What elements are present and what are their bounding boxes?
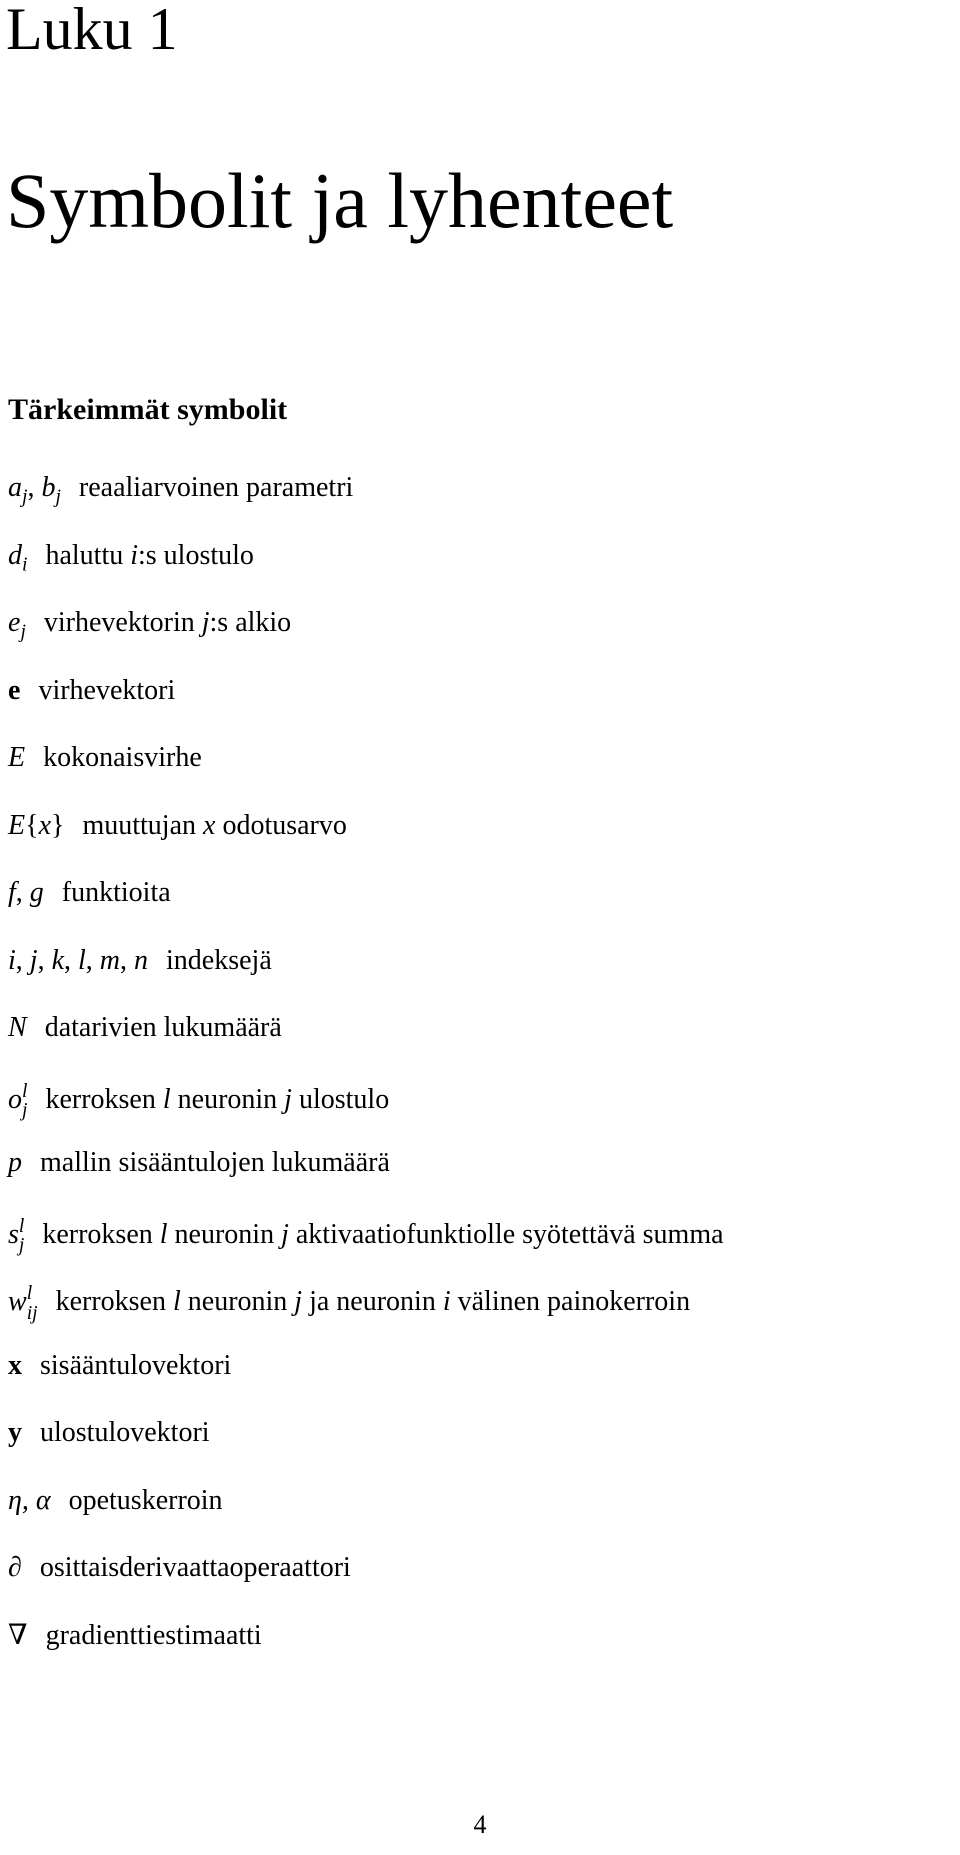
- symbol-row: [8, 1149, 958, 1217]
- symbol-description: funktioita: [61, 877, 171, 908]
- symbol: E: [8, 742, 26, 773]
- symbol: E{x}: [8, 809, 65, 841]
- symbol-description: kerroksen l neuronin j ja neuronin i välinen painokerroin: [55, 1286, 691, 1318]
- symbol-description: sisääntulovektori: [40, 1349, 232, 1381]
- symbol-description: haluttu i:s ulostulo: [45, 539, 254, 571]
- symbol: $e_j$: [8, 607, 26, 643]
- symbol-row: [8, 674, 958, 745]
- symbol-description: ulostulovektori: [40, 1417, 210, 1448]
- symbol: f, g: [8, 877, 44, 908]
- symbol-description: osittaisderivaattaoperaattori: [39, 1552, 351, 1583]
- symbol-description: virhevektorin j:s alkio: [43, 607, 292, 638]
- symbol-description: kerroksen l neuronin j ulostulo: [45, 1083, 390, 1115]
- symbol: e: [8, 674, 21, 706]
- symbol-row: [8, 1419, 958, 1487]
- symbol-description: kerroksen l neuronin j aktivaatiofunktiolle syötettävä summa: [42, 1218, 724, 1250]
- symbol-row: [8, 1619, 958, 1690]
- symbol: p: [8, 1147, 22, 1178]
- symbol: o l j: [8, 1080, 28, 1122]
- symbol: N: [8, 1012, 27, 1043]
- symbol: y: [8, 1417, 22, 1448]
- symbol-row: [8, 1554, 958, 1622]
- symbol-description: muuttujan x odotusarvo: [82, 809, 347, 841]
- symbol-row: [8, 1349, 958, 1420]
- symbol-row: [8, 809, 958, 880]
- symbol: ∇: [8, 1619, 28, 1651]
- symbol-row: [8, 1014, 958, 1082]
- symbol-row: [8, 879, 958, 947]
- symbol-description: mallin sisääntulojen lukumäärä: [40, 1147, 390, 1178]
- symbol: ∂: [8, 1552, 22, 1583]
- page-title: Symbolit ja lyhenteet: [6, 157, 674, 244]
- symbol-row: [8, 1284, 958, 1352]
- section-heading: Tärkeimmät symbolit: [8, 393, 288, 426]
- symbol: i, j, k, l, m, n: [8, 944, 149, 976]
- symbol-row: [8, 944, 958, 1015]
- symbol-row: [8, 1217, 958, 1285]
- symbol: x: [8, 1349, 22, 1381]
- symbol: $a_j$, $b_j$: [8, 472, 61, 508]
- symbol-row: [8, 744, 958, 812]
- symbol-description: indeksejä: [166, 944, 272, 976]
- symbol-row: [8, 1082, 958, 1150]
- symbol-row: [8, 539, 958, 610]
- symbol: w l ij: [8, 1283, 38, 1324]
- symbol-row: [8, 1484, 958, 1555]
- symbol: η, α: [8, 1484, 51, 1516]
- symbol-description: reaaliarvoinen parametri: [78, 472, 354, 503]
- symbol-description: virhevektori: [38, 674, 176, 706]
- symbol-description: gradienttiestimaatti: [45, 1619, 262, 1651]
- symbol-description: opetuskerroin: [68, 1484, 223, 1516]
- symbol: $d_i$: [8, 539, 28, 576]
- symbol-description: datarivien lukumäärä: [44, 1012, 282, 1043]
- page-number: 4: [473, 1810, 487, 1839]
- chapter-heading: Luku 1: [6, 0, 178, 62]
- symbol-row: [8, 474, 958, 542]
- symbol-row: [8, 609, 958, 677]
- symbol-description: kokonaisvirhe: [43, 742, 202, 773]
- symbol-list: [8, 474, 958, 1689]
- symbol: s l j: [8, 1215, 25, 1257]
